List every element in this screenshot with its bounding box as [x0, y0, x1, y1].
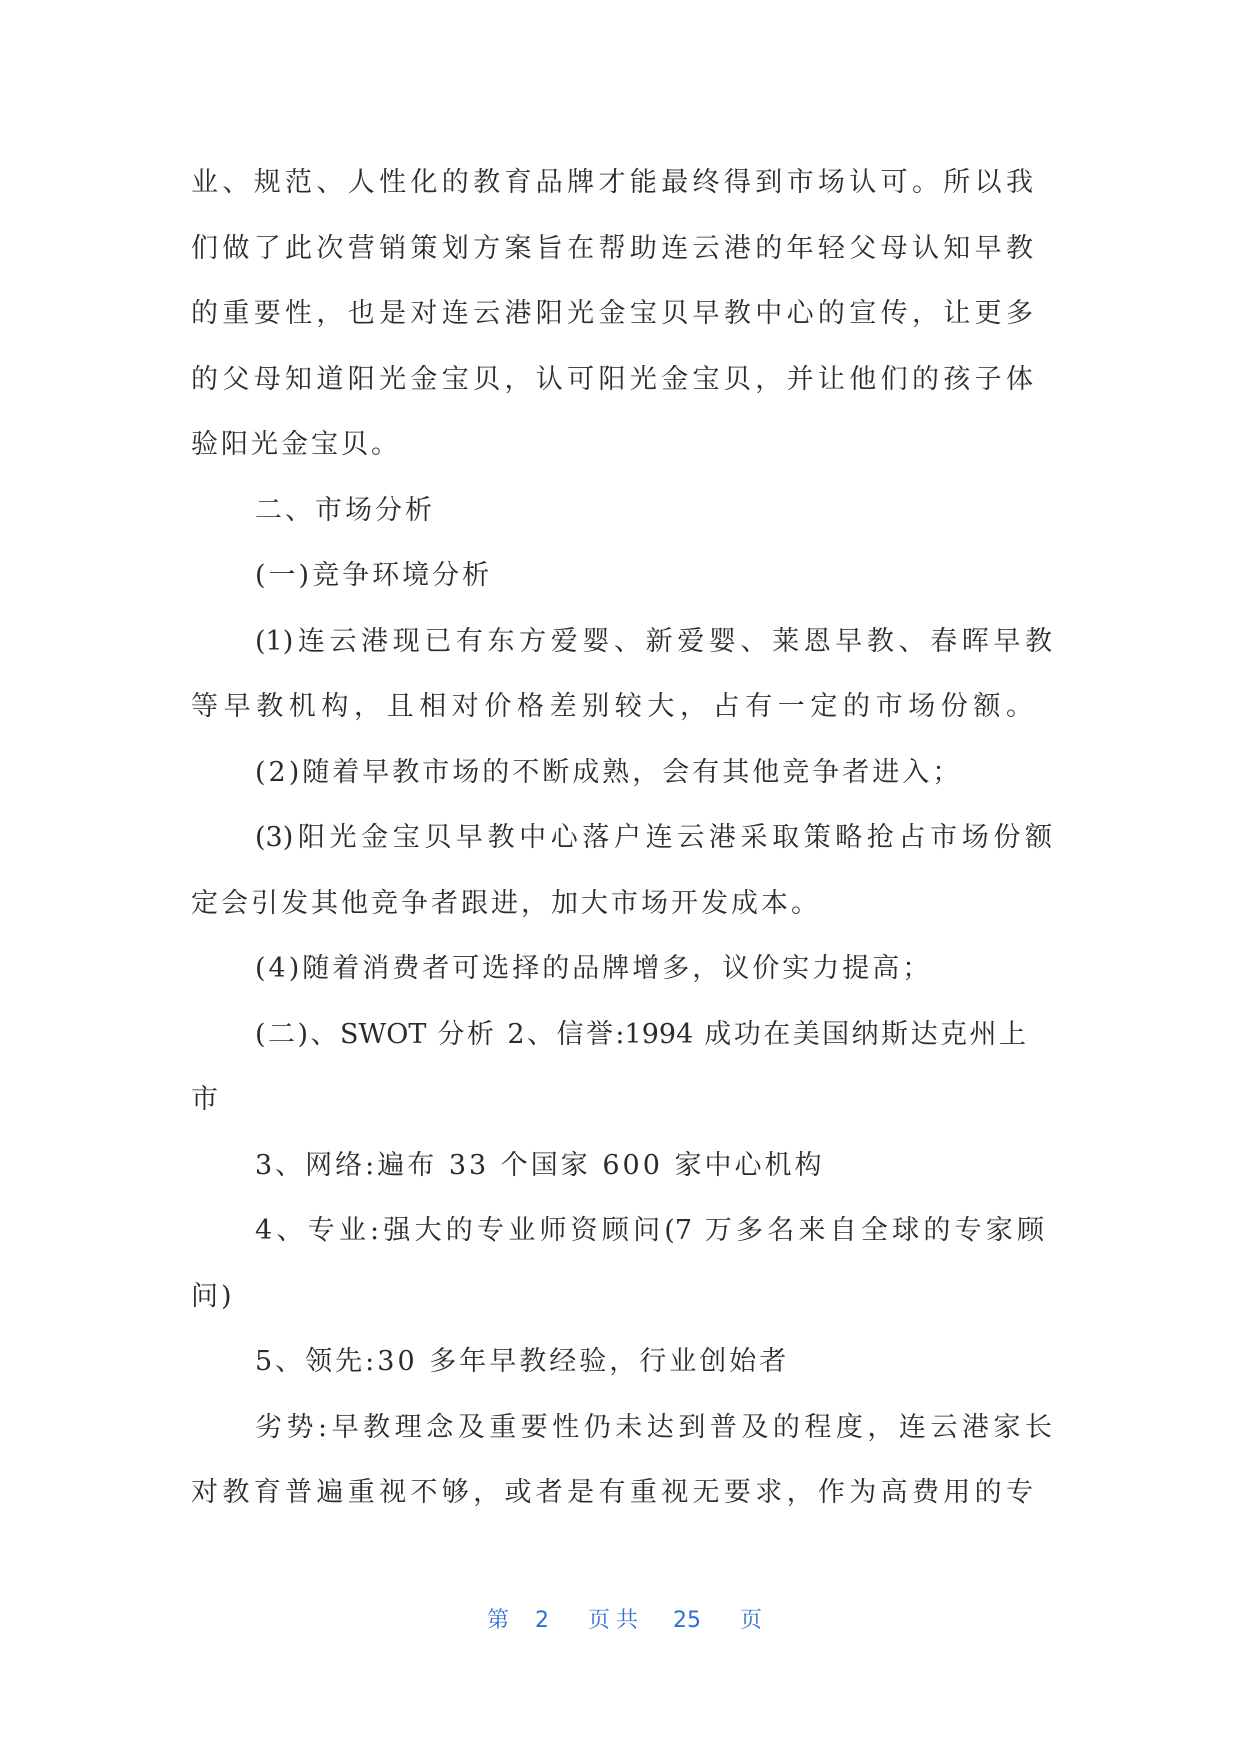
section-heading: 二、市场分析: [255, 495, 435, 526]
text-line: 业、规范、人性化的教育品牌才能最终得到市场认可。所以我: [191, 167, 1033, 198]
footer-page-suffix: 页: [740, 1608, 763, 1633]
page-footer: [0, 1606, 1241, 1636]
text-line: (4)随着消费者可选择的品牌增多，议价实力提高；: [255, 953, 933, 984]
text-line: 3、网络:遍布 33 个国家 600 家中心机构: [255, 1150, 825, 1181]
text-line: (2)随着早教市场的不断成熟，会有其他竞争者进入；: [255, 757, 963, 788]
text-line: 市: [191, 1084, 221, 1115]
text-line: 的重要性，也是对连云港阳光金宝贝早教中心的宣传，让更多: [191, 298, 1033, 329]
text-line: 们做了此次营销策划方案旨在帮助连云港的年轻父母认知早教: [191, 233, 1033, 264]
text-line: 定会引发其他竞争者跟进，加大市场开发成本。: [191, 888, 821, 919]
footer-page-prefix: 第: [487, 1608, 510, 1633]
text-line: 验阳光金宝贝。: [191, 429, 401, 460]
text-line: 5、领先:30 多年早教经验，行业创始者: [255, 1346, 790, 1377]
text-line: 4、专业:强大的专业师资顾问(7 万多名来自全球的专家顾: [255, 1215, 1044, 1246]
text-line: 问): [191, 1281, 235, 1312]
text-line: (1)连云港现已有东方爱婴、新爱婴、莱恩早教、春晖早教: [255, 626, 1052, 657]
text-line: (二)、SWOT 分析 2、信誉:1994 成功在美国纳斯达克州上: [255, 1019, 1026, 1050]
subsection-heading: (一)竞争环境分析: [255, 560, 493, 591]
text-line: 的父母知道阳光金宝贝，认可阳光金宝贝，并让他们的孩子体: [191, 364, 1033, 395]
text-line: 等早教机构，且相对价格差别较大，占有一定的市场份额。: [191, 691, 1033, 722]
text-line: 对教育普遍重视不够，或者是有重视无要求，作为高费用的专: [191, 1477, 1033, 1508]
text-line: (3)阳光金宝贝早教中心落户连云港采取策略抢占市场份额: [255, 822, 1052, 853]
footer-page-of-label: 页共: [588, 1608, 645, 1633]
text-line: 劣势:早教理念及重要性仍未达到普及的程度，连云港家长: [255, 1412, 1052, 1443]
total-pages-number: 25: [673, 1608, 701, 1633]
current-page-number: 2: [535, 1608, 549, 1633]
